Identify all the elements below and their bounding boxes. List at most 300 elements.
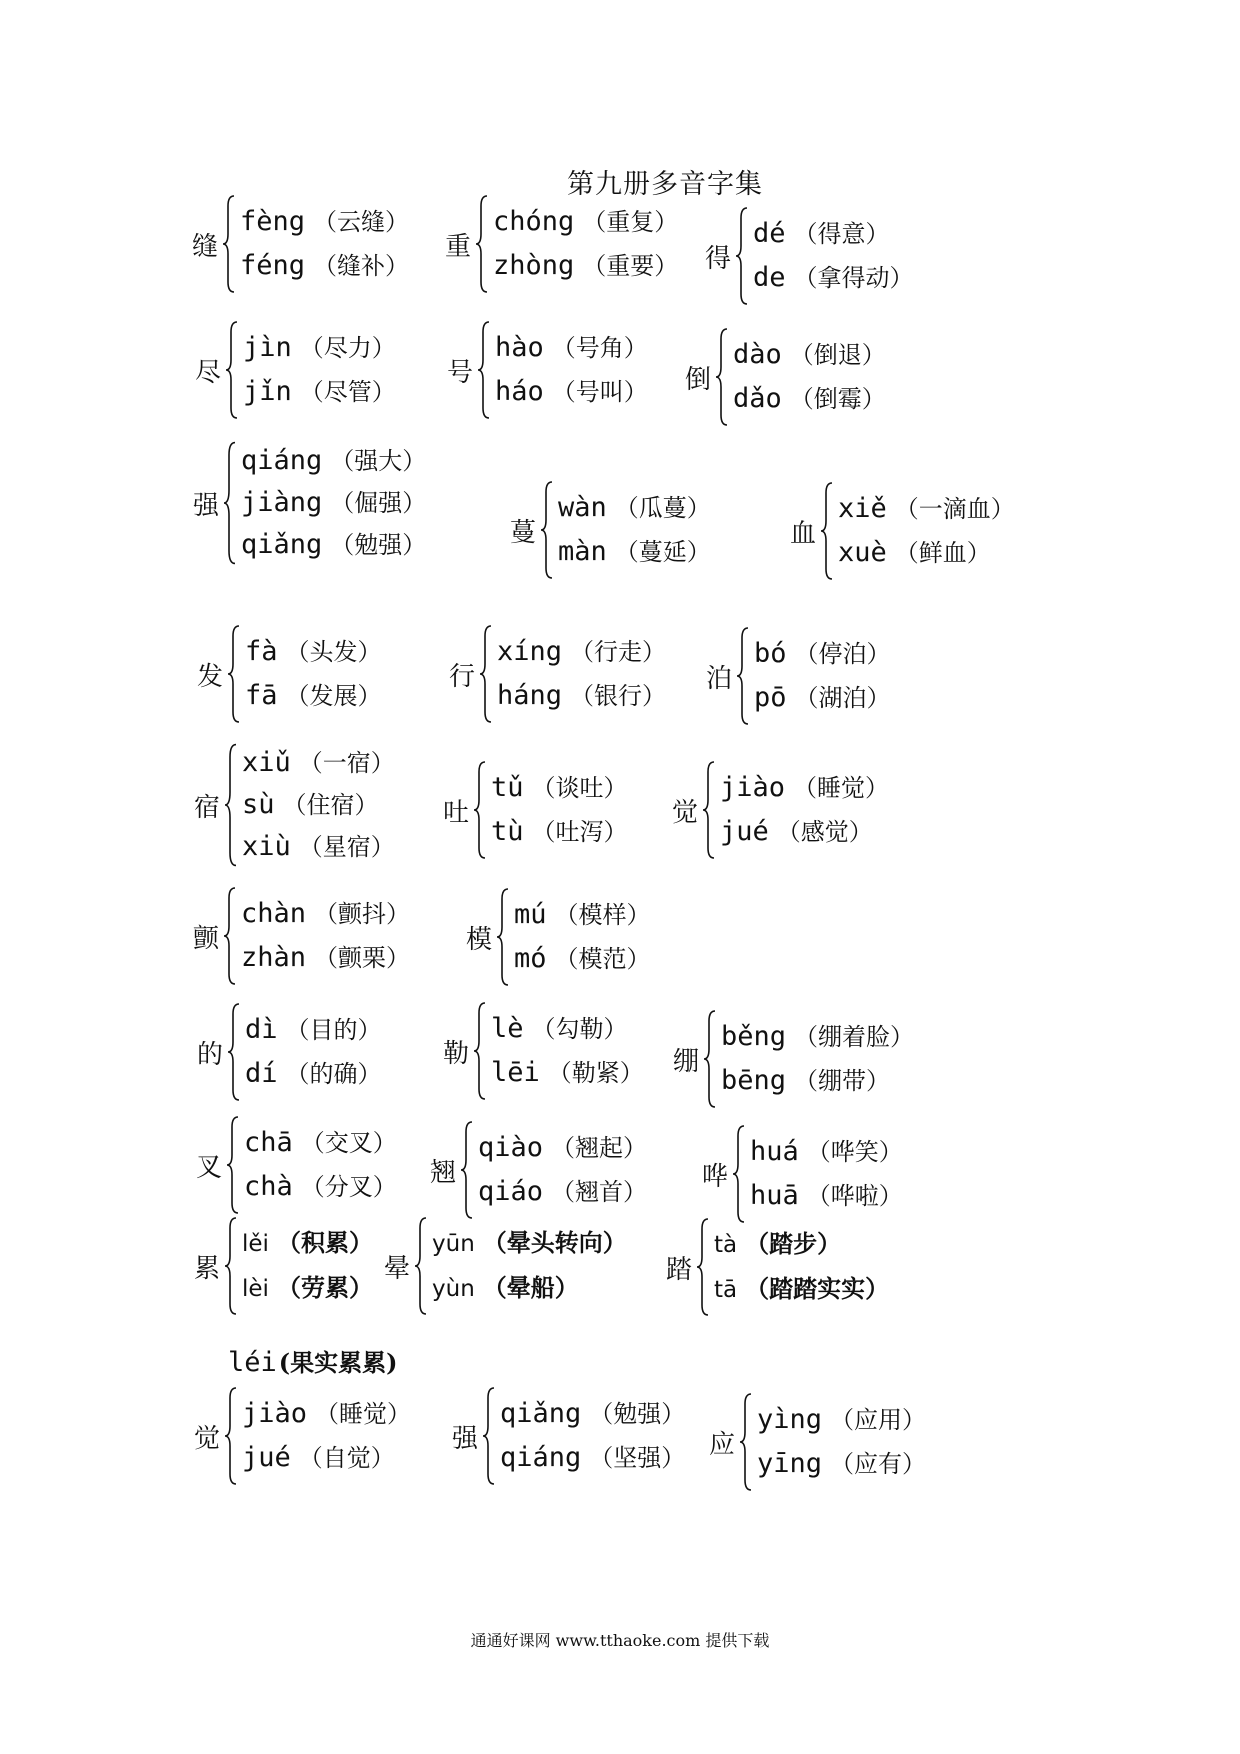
example-word: （重复） xyxy=(582,208,679,236)
pinyin: dé xyxy=(753,218,786,249)
entry-character: 重 xyxy=(445,231,472,262)
brace-icon xyxy=(460,1120,474,1220)
reading-line xyxy=(838,531,1015,575)
polyphone-entry xyxy=(709,1392,926,1492)
entry-character: 觉 xyxy=(194,1423,221,1454)
example-word: （勾勒） xyxy=(531,1015,628,1043)
reading-list xyxy=(491,766,628,854)
extra-word: (果实累累) xyxy=(278,1348,398,1377)
polyphone-entry xyxy=(197,1002,382,1102)
pinyin: chā xyxy=(244,1127,293,1158)
brace-icon xyxy=(735,206,749,306)
polyphone-entry xyxy=(672,760,889,860)
example-word: （瓜蔓） xyxy=(614,494,711,522)
example-word: （翘起） xyxy=(551,1134,648,1162)
brace-icon xyxy=(224,742,238,868)
pinyin: fā xyxy=(245,680,278,711)
reading-list xyxy=(241,440,426,566)
example-word: （拿得动） xyxy=(793,264,914,292)
reading-list xyxy=(243,326,396,414)
example-word: （吐泻） xyxy=(531,818,628,846)
reading-list xyxy=(750,1130,903,1218)
entry-character: 强 xyxy=(452,1423,479,1454)
example-word: （云缝） xyxy=(313,208,410,236)
reading-line xyxy=(244,1121,397,1165)
brace-icon xyxy=(496,887,510,987)
reading-line xyxy=(750,1174,903,1218)
example-word: （缝补） xyxy=(313,252,410,280)
pinyin: dào xyxy=(733,339,782,370)
example-word: （颤抖） xyxy=(314,900,411,928)
polyphone-entry xyxy=(685,327,886,427)
pinyin: háo xyxy=(495,376,544,407)
brace-icon xyxy=(479,624,493,724)
entry-character: 踏 xyxy=(666,1254,693,1285)
entry-character: 宿 xyxy=(194,792,221,823)
footer-text: 通通好课网 www.tthaoke.com 提供下载 xyxy=(470,1631,770,1650)
pinyin: chóng xyxy=(493,206,575,237)
pinyin: běng xyxy=(721,1021,787,1052)
reading-line xyxy=(500,1436,685,1480)
entry-character: 翘 xyxy=(430,1157,457,1188)
entry-character: 哗 xyxy=(702,1161,729,1192)
pinyin: qiáo xyxy=(478,1176,544,1207)
example-word: （号叫） xyxy=(551,378,648,406)
reading-line xyxy=(242,784,395,826)
reading-list xyxy=(754,632,891,720)
example-word: （号角） xyxy=(551,334,648,362)
reading-line xyxy=(753,256,914,300)
extra-reading xyxy=(228,1343,398,1378)
example-word: （住宿） xyxy=(282,791,379,819)
pinyin: lēi xyxy=(491,1057,540,1088)
pinyin: jìn xyxy=(243,332,292,363)
reading-line xyxy=(721,1015,914,1059)
pinyin: hào xyxy=(495,332,544,363)
pinyin: lèi xyxy=(242,1276,269,1302)
reading-line xyxy=(558,486,711,530)
reading-line xyxy=(242,1436,411,1480)
polyphone-entry xyxy=(193,440,426,566)
example-word: （颤栗） xyxy=(314,944,411,972)
brace-icon xyxy=(414,1216,428,1316)
example-word: （交叉） xyxy=(300,1129,397,1157)
reading-list xyxy=(242,742,395,868)
example-word: （勒紧） xyxy=(547,1059,644,1087)
polyphone-entry xyxy=(449,624,666,724)
pinyin: dì xyxy=(245,1014,278,1045)
pinyin: tā xyxy=(714,1277,738,1303)
reading-line xyxy=(241,524,426,566)
brace-icon xyxy=(703,1009,717,1109)
polyphone-entry xyxy=(194,742,395,868)
example-word: （晕船） xyxy=(482,1274,579,1302)
entry-character: 晕 xyxy=(384,1253,411,1284)
reading-line xyxy=(245,674,382,718)
brace-icon xyxy=(473,1001,487,1101)
brace-icon xyxy=(473,760,487,860)
pinyin: bēng xyxy=(721,1065,787,1096)
brace-icon xyxy=(540,480,554,580)
entry-character: 号 xyxy=(447,357,474,388)
reading-line xyxy=(497,630,666,674)
example-word: （发展） xyxy=(285,682,382,710)
pinyin: qiáng xyxy=(500,1442,582,1473)
entry-character: 勒 xyxy=(443,1038,470,1069)
example-word: （自觉） xyxy=(298,1444,395,1472)
example-word: （蔓延） xyxy=(614,538,711,566)
pinyin: dí xyxy=(245,1058,278,1089)
polyphone-entry xyxy=(194,1216,373,1316)
entry-character: 得 xyxy=(705,243,732,274)
page-title: 第九册多音字集 xyxy=(567,169,763,200)
entry-character: 颤 xyxy=(193,923,220,954)
polyphone-entry xyxy=(510,480,711,580)
reading-list xyxy=(244,1121,397,1209)
reading-line xyxy=(500,1392,685,1436)
reading-line xyxy=(245,1052,382,1096)
example-word: （睡觉） xyxy=(793,774,890,802)
reading-list xyxy=(491,1007,644,1095)
entry-character: 绷 xyxy=(673,1046,700,1077)
reading-line xyxy=(241,892,410,936)
reading-line xyxy=(750,1130,903,1174)
example-word: （积累） xyxy=(276,1229,373,1257)
reading-list xyxy=(242,1392,411,1480)
polyphone-entry xyxy=(706,626,891,726)
brace-icon xyxy=(482,1386,496,1486)
reading-list xyxy=(838,487,1015,575)
polyphone-entry xyxy=(430,1120,647,1220)
pinyin: jué xyxy=(720,816,769,847)
reading-line xyxy=(753,212,914,256)
brace-icon xyxy=(715,327,729,427)
reading-line xyxy=(245,1008,382,1052)
entry-character: 吐 xyxy=(443,797,470,828)
example-word: （的确） xyxy=(285,1060,382,1088)
pinyin: yìng xyxy=(757,1404,823,1435)
reading-list xyxy=(514,893,651,981)
reading-line xyxy=(245,630,382,674)
pinyin: xiě xyxy=(838,493,887,524)
entry-character: 蔓 xyxy=(510,517,537,548)
example-word: （勉强） xyxy=(589,1400,686,1428)
reading-list xyxy=(245,1008,382,1096)
pinyin: mó xyxy=(514,943,547,974)
polyphone-entry xyxy=(790,481,1015,581)
brace-icon xyxy=(227,1002,241,1102)
reading-line xyxy=(241,440,426,482)
example-word: （绷带） xyxy=(794,1067,891,1095)
brace-icon xyxy=(732,1124,746,1224)
reading-line xyxy=(720,766,889,810)
reading-line xyxy=(244,1165,397,1209)
pinyin: bó xyxy=(754,638,787,669)
example-word: （鲜血） xyxy=(894,539,991,567)
example-word: （目的） xyxy=(285,1016,382,1044)
reading-line xyxy=(493,200,678,244)
example-word: （停泊） xyxy=(794,640,891,668)
entry-character: 尽 xyxy=(195,357,222,388)
example-word: （劳累） xyxy=(276,1274,373,1302)
pinyin: xíng xyxy=(497,636,563,667)
reading-list xyxy=(242,1221,373,1311)
pinyin: huá xyxy=(750,1136,799,1167)
reading-line xyxy=(714,1267,889,1312)
polyphone-entry xyxy=(666,1217,889,1317)
reading-line xyxy=(493,244,678,288)
pinyin: de xyxy=(753,262,786,293)
reading-line xyxy=(514,937,651,981)
reading-line xyxy=(497,674,666,718)
pinyin: xiǔ xyxy=(242,747,291,778)
pinyin: jǐn xyxy=(243,376,292,407)
reading-line xyxy=(478,1126,647,1170)
brace-icon xyxy=(477,320,491,420)
reading-line xyxy=(240,200,409,244)
example-word: （翘首） xyxy=(551,1178,648,1206)
polyphone-entry xyxy=(466,887,651,987)
example-word: （倒退） xyxy=(789,341,886,369)
polyphone-entry xyxy=(193,886,410,986)
reading-line xyxy=(754,632,891,676)
entry-character: 模 xyxy=(466,924,493,955)
pinyin: xiù xyxy=(242,831,291,862)
pinyin: yùn xyxy=(432,1276,475,1302)
example-word: （头发） xyxy=(285,638,382,666)
reading-line xyxy=(478,1170,647,1214)
reading-line xyxy=(241,482,426,524)
example-word: （得意） xyxy=(793,220,890,248)
polyphone-entry xyxy=(196,1115,397,1215)
pinyin: chà xyxy=(244,1171,293,1202)
example-word: （哗啦） xyxy=(806,1182,903,1210)
polyphone-entry xyxy=(452,1386,685,1486)
pinyin: jué xyxy=(242,1442,291,1473)
reading-line xyxy=(733,333,886,377)
example-word: （应有） xyxy=(830,1450,927,1478)
reading-list xyxy=(733,333,886,421)
example-word: （睡觉） xyxy=(315,1400,412,1428)
pinyin: xuè xyxy=(838,537,887,568)
polyphone-entry xyxy=(197,624,382,724)
reading-list xyxy=(245,630,382,718)
example-word: （星宿） xyxy=(298,833,395,861)
brace-icon xyxy=(736,626,750,726)
brace-icon xyxy=(223,886,237,986)
entry-character: 强 xyxy=(193,490,220,521)
pinyin: jiào xyxy=(242,1398,308,1429)
reading-list xyxy=(721,1015,914,1103)
brace-icon xyxy=(226,1115,240,1215)
reading-line xyxy=(242,826,395,868)
reading-list xyxy=(714,1222,889,1312)
reading-line xyxy=(491,1051,644,1095)
reading-list xyxy=(478,1126,647,1214)
pinyin: tà xyxy=(714,1232,738,1258)
example-word: （强大） xyxy=(330,447,427,475)
reading-line xyxy=(491,810,628,854)
pinyin: qiǎng xyxy=(500,1398,582,1429)
reading-line xyxy=(242,1221,373,1266)
entry-character: 倒 xyxy=(685,364,712,395)
brace-icon xyxy=(702,760,716,860)
reading-line xyxy=(754,676,891,720)
entry-character: 的 xyxy=(197,1039,224,1070)
reading-line xyxy=(721,1059,914,1103)
pinyin: huā xyxy=(750,1180,799,1211)
pinyin: yīng xyxy=(757,1448,823,1479)
brace-icon xyxy=(223,440,237,566)
pinyin: màn xyxy=(558,536,607,567)
pinyin: yūn xyxy=(432,1231,475,1257)
pinyin: wàn xyxy=(558,492,607,523)
pinyin: dǎo xyxy=(733,383,782,414)
reading-line xyxy=(757,1442,926,1486)
reading-list xyxy=(753,212,914,300)
example-word: （分叉） xyxy=(300,1173,397,1201)
example-word: （模范） xyxy=(554,945,651,973)
brace-icon xyxy=(225,320,239,420)
reading-line xyxy=(491,766,628,810)
pinyin: zhàn xyxy=(241,942,307,973)
pinyin: lěi xyxy=(242,1231,269,1257)
pinyin: qiào xyxy=(478,1132,544,1163)
pinyin: qiǎng xyxy=(241,529,323,560)
polyphone-entry xyxy=(445,194,678,294)
example-word: （勉强） xyxy=(330,531,427,559)
entry-character: 应 xyxy=(709,1429,736,1460)
reading-line xyxy=(242,1266,373,1311)
example-word: （一滴血） xyxy=(894,495,1015,523)
brace-icon xyxy=(224,1386,238,1486)
pinyin: mú xyxy=(514,899,547,930)
entry-character: 发 xyxy=(197,661,224,692)
pinyin: fà xyxy=(245,636,278,667)
example-word: （行走） xyxy=(570,638,667,666)
polyphone-entry xyxy=(192,194,409,294)
polyphone-entry xyxy=(194,1386,411,1486)
reading-line xyxy=(432,1221,627,1266)
example-word: （银行） xyxy=(570,682,667,710)
reading-line xyxy=(242,1392,411,1436)
example-word: （感觉） xyxy=(776,818,873,846)
reading-list xyxy=(757,1398,926,1486)
example-word: （重要） xyxy=(582,252,679,280)
entry-character: 叉 xyxy=(196,1152,223,1183)
polyphone-entry xyxy=(195,320,396,420)
brace-icon xyxy=(222,194,236,294)
reading-line xyxy=(241,936,410,980)
pinyin: jiào xyxy=(720,772,786,803)
reading-line xyxy=(514,893,651,937)
polyphone-entry xyxy=(447,320,648,420)
polyphone-entry xyxy=(702,1124,903,1224)
polyphone-entry xyxy=(673,1009,914,1109)
reading-line xyxy=(240,244,409,288)
reading-list xyxy=(241,892,410,980)
reading-line xyxy=(720,810,889,854)
pinyin: tǔ xyxy=(491,772,524,803)
polyphone-entry xyxy=(443,1001,644,1101)
entry-character: 行 xyxy=(449,661,476,692)
brace-icon xyxy=(696,1217,710,1317)
example-word: （踏踏实实） xyxy=(745,1275,890,1303)
polyphone-entry xyxy=(384,1216,627,1316)
entry-character: 泊 xyxy=(706,663,733,694)
reading-list xyxy=(500,1392,685,1480)
reading-line xyxy=(432,1266,627,1311)
reading-list xyxy=(720,766,889,854)
example-word: （尽管） xyxy=(299,378,396,406)
brace-icon xyxy=(227,624,241,724)
reading-list xyxy=(497,630,666,718)
reading-line xyxy=(491,1007,644,1051)
example-word: （哗笑） xyxy=(806,1138,903,1166)
brace-icon xyxy=(739,1392,753,1492)
example-word: （坚强） xyxy=(589,1444,686,1472)
example-word: （谈吐） xyxy=(531,774,628,802)
example-word: （倔强） xyxy=(330,489,427,517)
reading-line xyxy=(243,370,396,414)
pinyin: tù xyxy=(491,816,524,847)
pinyin: chàn xyxy=(241,898,307,929)
entry-character: 血 xyxy=(790,518,817,549)
example-word: （模样） xyxy=(554,901,651,929)
reading-line xyxy=(495,370,648,414)
extra-pinyin: léi xyxy=(228,1347,277,1378)
example-word: （一宿） xyxy=(298,749,395,777)
example-word: （晕头转向） xyxy=(482,1229,627,1257)
reading-list xyxy=(495,326,648,414)
example-word: （绷着脸） xyxy=(794,1023,915,1051)
entry-character: 累 xyxy=(194,1253,221,1284)
polyphone-entry xyxy=(705,206,914,306)
reading-line xyxy=(714,1222,889,1267)
example-word: （踏步） xyxy=(745,1230,842,1258)
example-word: （尽力） xyxy=(299,334,396,362)
pinyin: lè xyxy=(491,1013,524,1044)
reading-list xyxy=(240,200,409,288)
pinyin: zhòng xyxy=(493,250,575,281)
entry-character: 觉 xyxy=(672,797,699,828)
pinyin: háng xyxy=(497,680,563,711)
brace-icon xyxy=(820,481,834,581)
reading-line xyxy=(757,1398,926,1442)
pinyin: sù xyxy=(242,789,275,820)
brace-icon xyxy=(475,194,489,294)
reading-line xyxy=(558,530,711,574)
example-word: （应用） xyxy=(830,1406,927,1434)
reading-list xyxy=(558,486,711,574)
reading-list xyxy=(432,1221,627,1311)
reading-line xyxy=(242,742,395,784)
pinyin: pō xyxy=(754,682,787,713)
pinyin: féng xyxy=(240,250,306,281)
pinyin: qiáng xyxy=(241,445,323,476)
reading-line xyxy=(495,326,648,370)
example-word: （倒霉） xyxy=(789,385,886,413)
reading-line xyxy=(733,377,886,421)
entry-character: 缝 xyxy=(192,231,219,262)
pinyin: fèng xyxy=(240,206,306,237)
polyphone-entry xyxy=(443,760,628,860)
reading-list xyxy=(493,200,678,288)
reading-line xyxy=(838,487,1015,531)
reading-line xyxy=(243,326,396,370)
pinyin: jiàng xyxy=(241,487,323,518)
example-word: （湖泊） xyxy=(794,684,891,712)
